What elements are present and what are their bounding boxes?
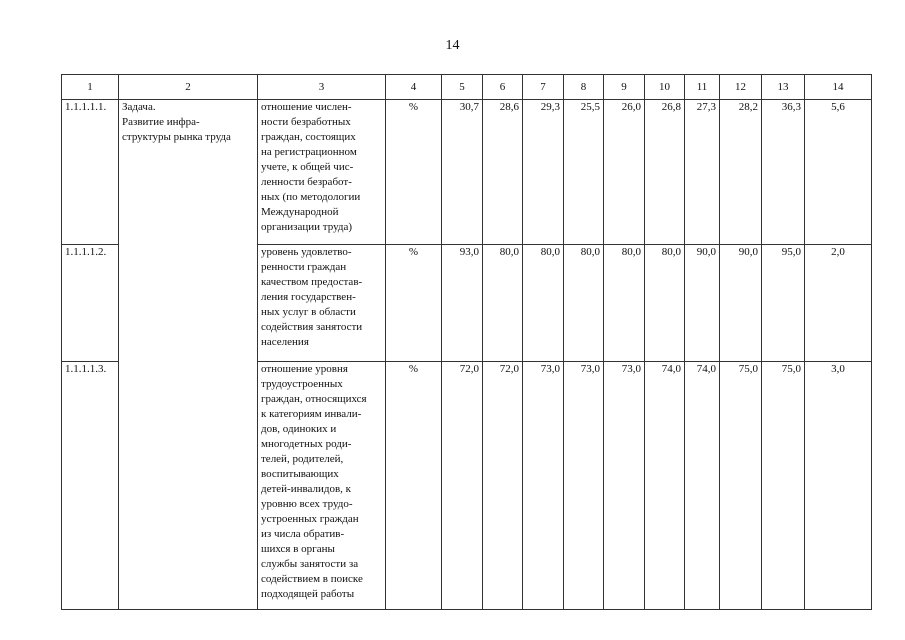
header-cell: 9 [604, 75, 645, 100]
value-cell: 80,0 [604, 245, 645, 362]
header-cell: 12 [720, 75, 762, 100]
value-cell: 74,0 [685, 362, 720, 610]
header-cell: 1 [62, 75, 119, 100]
header-row [62, 75, 872, 100]
value-cell: 80,0 [564, 245, 604, 362]
value-cell: 36,3 [762, 100, 805, 245]
header-cell: 4 [386, 75, 442, 100]
header-cell: 5 [442, 75, 483, 100]
row-code: 1.1.1.1.3. [62, 362, 119, 610]
unit-cell: % [386, 100, 442, 245]
value-cell: 80,0 [645, 245, 685, 362]
header-cell: 8 [564, 75, 604, 100]
indicator-text: отношение уровня трудоустроенных граждан, относящихся к категориям инвали- дов, одиноких и многодетных роди- телей, родителей, воспитывающих детей-инвалидов, к уровню всех трудо- устроенных граждан из числа обратив- шихся в органы службы занятости за содействием в поиске подходящей работы [258, 362, 386, 610]
value-cell: 74,0 [645, 362, 685, 610]
value-cell: 29,3 [523, 100, 564, 245]
value-cell: 30,7 [442, 100, 483, 245]
header-cell: 2 [119, 75, 258, 100]
page-number: 14 [445, 38, 460, 53]
value-cell-last: 2,0 [805, 245, 872, 362]
task-cell [119, 100, 258, 610]
value-cell: 72,0 [483, 362, 523, 610]
value-cell: 28,6 [483, 100, 523, 245]
value-cell: 28,2 [720, 100, 762, 245]
row-code: 1.1.1.1.2. [62, 245, 119, 362]
value-cell: 27,3 [685, 100, 720, 245]
task-title: Задача. [122, 101, 156, 113]
indicators-table [61, 74, 872, 610]
header-cell: 13 [762, 75, 805, 100]
value-cell-last: 5,6 [805, 100, 872, 245]
value-cell: 80,0 [483, 245, 523, 362]
value-cell: 72,0 [442, 362, 483, 610]
table-row [62, 100, 872, 245]
value-cell: 75,0 [720, 362, 762, 610]
unit-cell: % [386, 362, 442, 610]
header-cell: 3 [258, 75, 386, 100]
indicator-text: уровень удовлетво- ренности граждан качеством предостав- ления государствен- ных услуг в области содействия занятости населения [258, 245, 386, 362]
value-cell: 26,8 [645, 100, 685, 245]
value-cell: 95,0 [762, 245, 805, 362]
value-cell: 80,0 [523, 245, 564, 362]
value-cell: 90,0 [685, 245, 720, 362]
unit-cell: % [386, 245, 442, 362]
indicator-text: отношение числен- ности безработных граждан, состоящих на регистрационном учете, к общей чис- ленности безработ- ных (по методологии Международной организации труда) [258, 100, 386, 245]
header-cell: 7 [523, 75, 564, 100]
task-text: Развитие инфра- структуры рынка труда [122, 116, 231, 143]
value-cell: 73,0 [604, 362, 645, 610]
header-cell: 6 [483, 75, 523, 100]
value-cell-last: 3,0 [805, 362, 872, 610]
header-cell: 11 [685, 75, 720, 100]
header-cell: 14 [805, 75, 872, 100]
value-cell: 26,0 [604, 100, 645, 245]
header-cell: 10 [645, 75, 685, 100]
value-cell: 90,0 [720, 245, 762, 362]
value-cell: 25,5 [564, 100, 604, 245]
value-cell: 73,0 [564, 362, 604, 610]
row-code: 1.1.1.1.1. [62, 100, 119, 245]
value-cell: 73,0 [523, 362, 564, 610]
value-cell: 93,0 [442, 245, 483, 362]
value-cell: 75,0 [762, 362, 805, 610]
